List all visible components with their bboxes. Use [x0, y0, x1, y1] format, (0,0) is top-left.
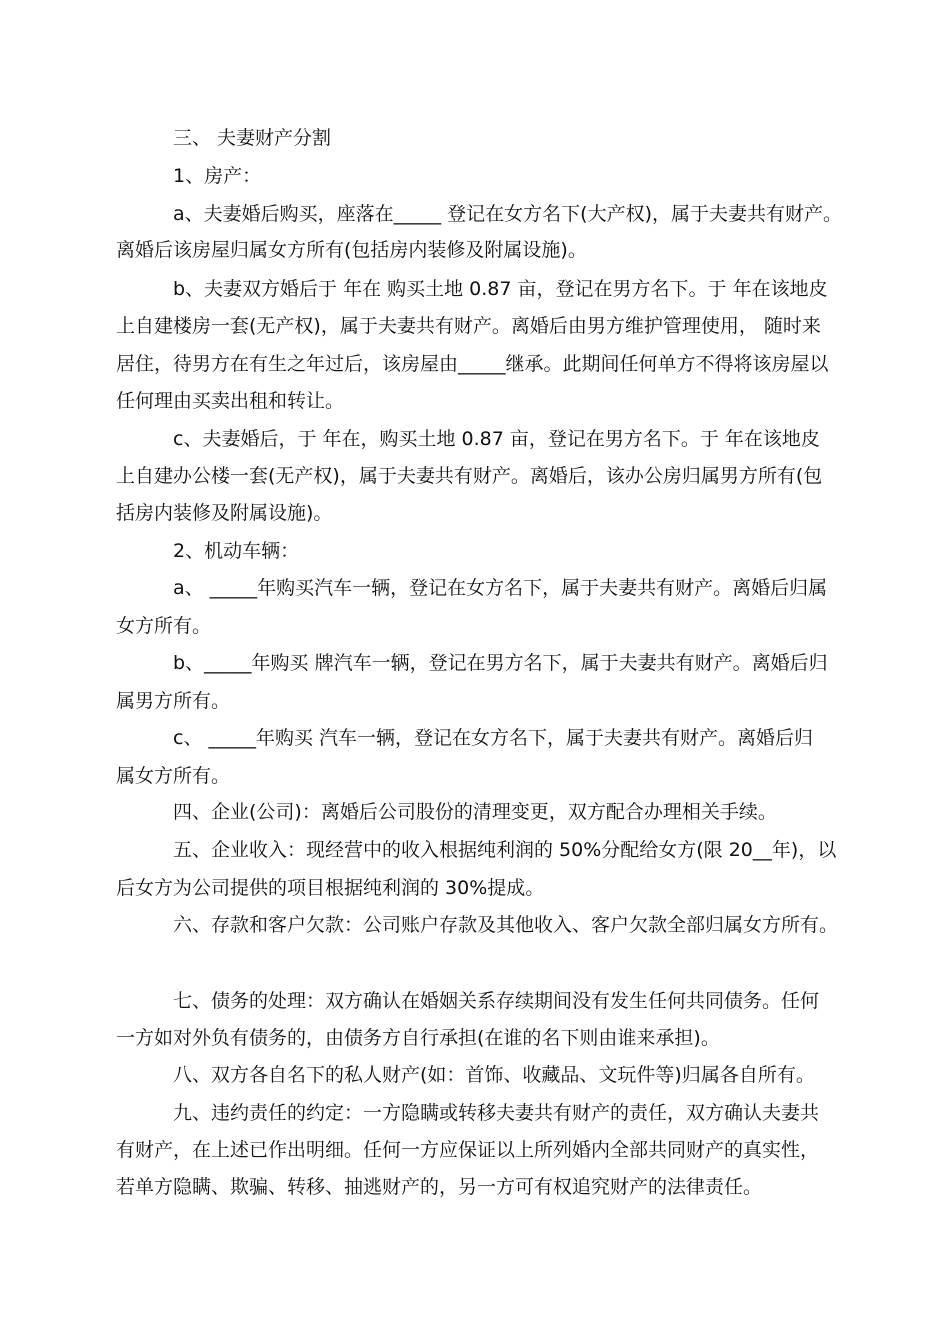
section-enterprise: 四、企业(公司)：离婚后公司股份的清理变更，双方配合办理相关手续。 — [173, 801, 777, 823]
text-line: a、夫妻婚后购买，座落在_____ 登记在女方名下(大产权)，属于夫妻共有财产。 — [173, 203, 843, 225]
text-line: b、夫妻双方婚后于 年在 购买土地 0.87 亩，登记在男方名下。于 年在该地皮 — [173, 278, 828, 300]
section-debts: 七、债务的处理：双方确认在婚姻关系存续期间没有发生任何共同债务。任何 — [173, 990, 820, 1012]
text-line: 括房内装修及附属设施)。 — [116, 502, 333, 524]
text-line: 上自建办公楼一套(无产权)，属于夫妻共有财产。离婚后，该办公房归属男方所有(包 — [116, 465, 823, 487]
text-line: 上自建楼房一套(无产权)，属于夫妻共有财产。离婚后由男方维护管理使用， 随时来 — [116, 315, 821, 337]
text-line: 一方如对外负有债务的，由债务方自行承担(在谁的名下则由谁来承担)。 — [116, 1027, 720, 1049]
text-line: 女方所有。 — [116, 615, 212, 637]
text-line: 后女方为公司提供的项目根据纯利润的 30%提成。 — [116, 877, 545, 899]
text-line: 居住，待男方在有生之年过后，该房屋由_____继承。此期间任何单方不得将该房屋以 — [116, 353, 829, 375]
subsection-heading-vehicles: 2、机动车辆： — [173, 540, 300, 562]
section-enterprise-income: 五、企业收入：现经营中的收入根据纯利润的 50%分配给女方(限 20__年)，以 — [173, 839, 837, 861]
section-heading-property-division: 三、 夫妻财产分割 — [173, 127, 332, 149]
text-line: c、 _____年购买 汽车一辆，登记在女方名下，属于夫妻共有财产。离婚后归 — [173, 727, 814, 749]
text-line: b、_____年购买 牌汽车一辆，登记在男方名下，属于夫妻共有财产。离婚后归 — [173, 652, 828, 674]
text-line: 任何理由买卖出租和转让。 — [116, 390, 345, 412]
text-line: a、 _____年购买汽车一辆，登记在女方名下，属于夫妻共有财产。离婚后归属 — [173, 577, 828, 599]
subsection-heading-real-estate: 1、房产： — [173, 165, 262, 187]
text-line: 属女方所有。 — [116, 765, 231, 787]
section-deposits: 六、存款和客户欠款：公司账户存款及其他收入、客户欠款全部归属女方所有。 — [173, 914, 839, 936]
text-line: 有财产，在上述已作出明细。任何一方应保证以上所列婚内全部共同财产的真实性， — [116, 1139, 820, 1161]
text-line: 离婚后该房屋归属女方所有(包括房内装修及附属设施)。 — [116, 239, 587, 261]
text-line: 若单方隐瞒、欺骗、转移、抽逃财产的，另一方可有权追究财产的法律责任。 — [116, 1176, 763, 1198]
section-liability: 九、违约责任的约定：一方隐瞒或转移夫妻共有财产的责任，双方确认夫妻共 — [173, 1102, 820, 1124]
section-personal-property: 八、双方各自名下的私人财产(如：首饰、收藏品、文玩件等)归属各自所有。 — [173, 1064, 815, 1086]
text-line: 属男方所有。 — [116, 690, 231, 712]
text-line: c、夫妻婚后，于 年在，购买土地 0.87 亩，登记在男方名下。于 年在该地皮 — [173, 428, 820, 450]
